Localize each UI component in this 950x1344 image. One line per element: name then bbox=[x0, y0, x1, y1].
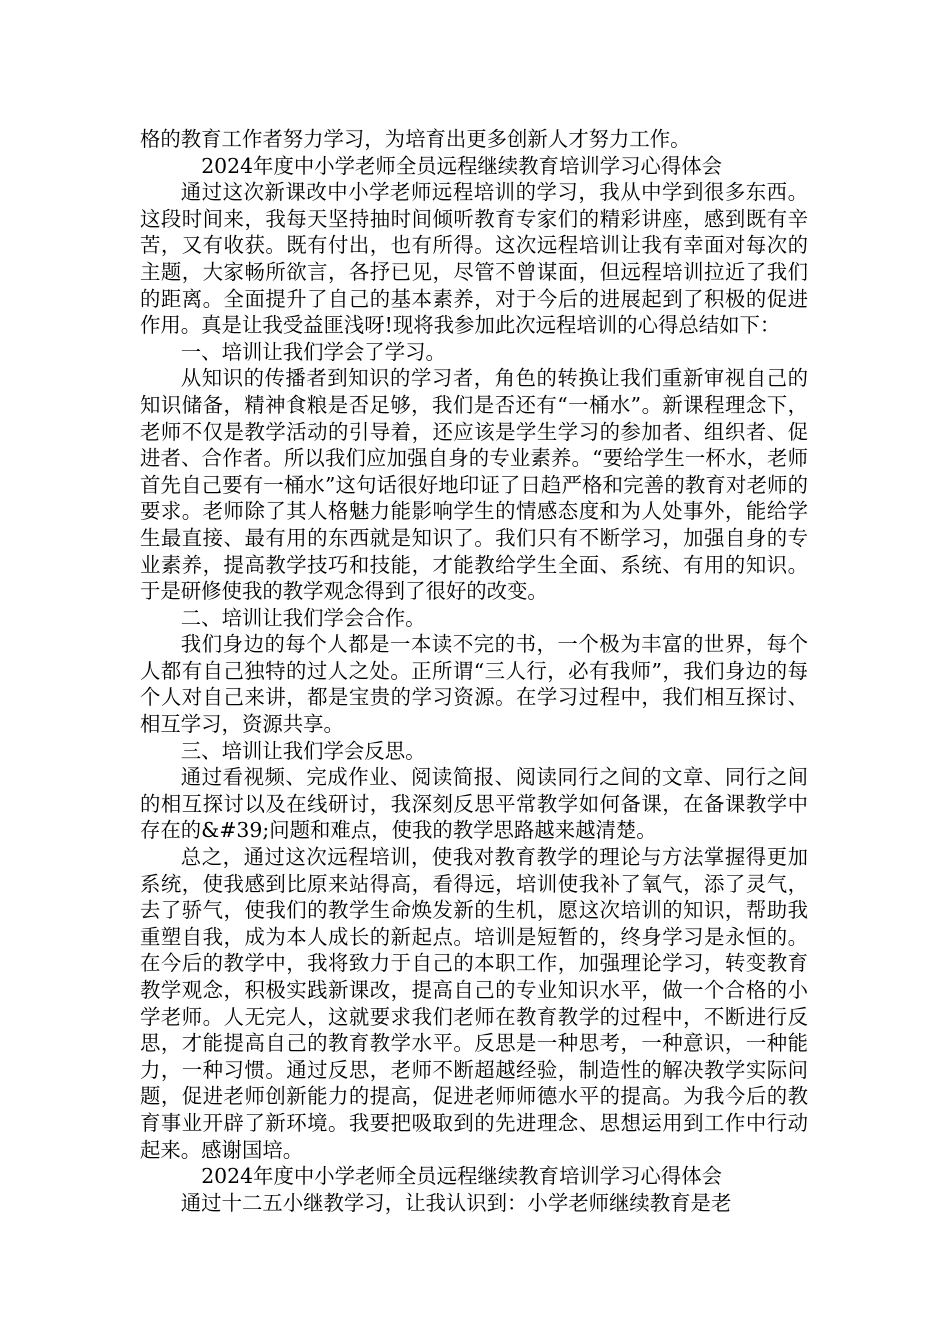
document-body bbox=[140, 126, 808, 1216]
paragraph-continuation: 格的教育工作者努力学习，为培育出更多创新人才努力工作。 bbox=[140, 127, 691, 151]
paragraph-conclusion: 总之，通过这次远程培训，使我对教育教学的理论与方法掌握得更加系统，使我感到比原来站得高，看得远，培训使我补了氧气，添了灵气，去了骄气，使我们的教学生命焕发新的生机，愿这次培训的知识，帮助我重塑自我，成为本人成长的新起点。培训是短暂的，终身学习是永恒的。在今后的教学中，我将致力于自己的本职工作，加强理论学习，转变教育教学观念，积极实践新课改，提高自己的专业知识水平，做一个合格的小学老师。人无完人，这就要求我们老师在教育教学的过程中，不断进行反思，才能提高自己的教育教学水平。反思是一种思考，一种意识，一种能力，一种习惯。通过反思，老师不断超越经验，制造性的解决教学实际问题，促进老师创新能力的提高，促进老师师德水平的提高。为我今后的教育事业开辟了新环境。我要把吸取到的先进理念、思想运用到工作中行动起来。感谢国培。 bbox=[140, 845, 808, 1162]
article-title-2: 2024年度中小学老师全员远程继续教育培训学习心得体会 bbox=[201, 1164, 723, 1189]
paragraph-intro: 通过这次新课改中小学老师远程培训的学习，我从中学到很多东西。这段时间来，我每天坚持抽时间倾听教育专家们的精彩讲座，感到既有辛苦，又有收获。既有付出，也有所得。这次远程培训让我有幸面对每次的主题，大家畅所欲言，各抒已见，尽管不曾谋面，但远程培训拉近了我们的距离。全面提升了自己的基本素养，对于今后的进展起到了积极的促进作用。真是让我受益匪浅呀!现将我参加此次远程培训的心得总结如下： bbox=[140, 180, 808, 338]
section-heading-3: 三、培训让我们学会反思。 bbox=[180, 738, 426, 763]
paragraph-section-3: 通过看视频、完成作业、阅读简报、阅读同行之间的文章、同行之间的相互探讨以及在线研讨，我深刻反思平常教学如何备课，在备课教学中存在的&#39;问题和难点，使我的教学思路越来越清楚。 bbox=[140, 765, 808, 843]
paragraph-intro-2: 通过十二五小继教学习，让我认识到：小学老师继续教育是老 bbox=[180, 1190, 732, 1215]
section-heading-1: 一、培训让我们学会了学习。 bbox=[180, 339, 446, 364]
section-heading-2: 二、培训让我们学会合作。 bbox=[180, 605, 426, 630]
paragraph-section-1: 从知识的传播者到知识的学习者，角色的转换让我们重新审视自己的知识储备，精神食粮是否足够，我们是否还有“一桶水”。新课程理念下，老师不仅是教学活动的引导着，还应该是学生学习的参加者、组织者、促进者、合作者。所以我们应加强自身的专业素养。“要给学生一杯水，老师首先自己要有一桶水”这句话很好地印证了日趋严格和完善的教育对老师的要求。老师除了其人格魅力能影响学生的情感态度和为人处事外，能给学生最直接、最有用的东西就是知识了。我们只有不断学习，加强自身的专业素养，提高教学技巧和技能，才能教给学生全面、系统、有用的知识。于是研修使我的教学观念得到了很好的改变。 bbox=[140, 366, 808, 604]
article-title: 2024年度中小学老师全员远程继续教育培训学习心得体会 bbox=[201, 153, 723, 178]
paragraph-section-2: 我们身边的每个人都是一本读不完的书，一个极为丰富的世界，每个人都有自己独特的过人之处。正所谓“三人行，必有我师”，我们身边的每个人对自己来讲，都是宝贵的学习资源。在学习过程中，我们相互探讨、相互学习，资源共享。 bbox=[140, 632, 808, 737]
